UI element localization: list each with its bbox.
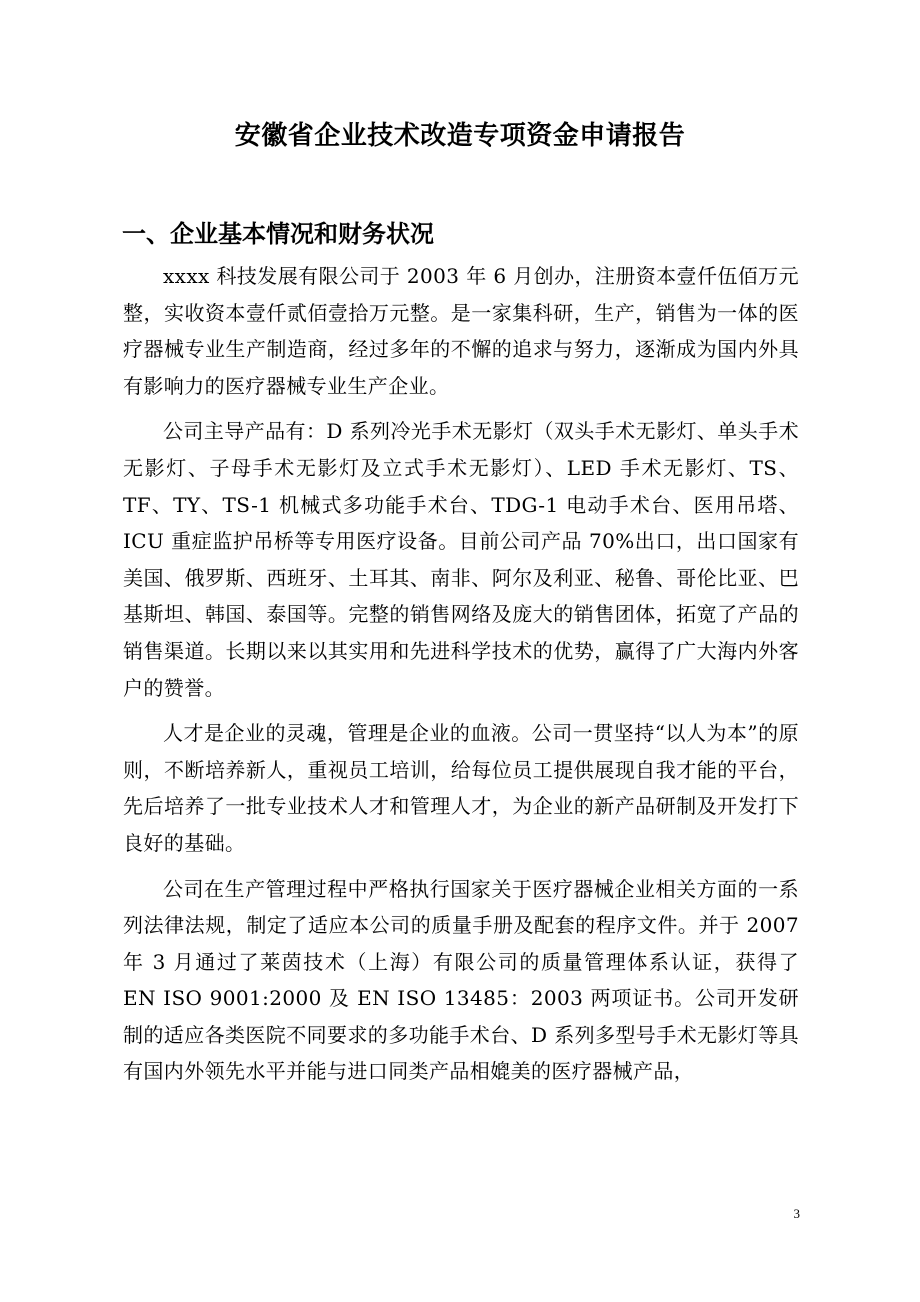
page-number: 3	[793, 1206, 800, 1221]
document-title: 安徽省企业技术改造专项资金申请报告	[234, 121, 686, 151]
section-heading: 一、企业基本情况和财务状况	[122, 220, 434, 248]
paragraph-talent-management: 人才是企业的灵魂，管理是企业的血液。公司一贯坚持“以人为本”的原则，不断培养新人，重视员工培训，给每位员工提供展现自我才能的平台，先后培养了一批专业技术人才和管理人才，为企业的新产品研制及开发打下良好的基础。	[123, 721, 799, 855]
paragraph-company-intro: xxxx 科技发展有限公司于 2003 年 6 月创办，注册资本壹仟伍佰万元整，实收资本壹仟贰佰壹拾万元整。是一家集科研，生产，销售为一体的医疗器械专业生产制造商，经过多年的不懈的追求与努力，逐渐成为国内外具有影响力的医疗器械专业生产企业。	[123, 264, 799, 398]
body-text	[123, 258, 799, 1099]
paragraph-quality-management: 公司在生产管理过程中严格执行国家关于医疗器械企业相关方面的一系列法律法规，制定了适应本公司的质量手册及配套的程序文件。并于 2007 年 3 月通过了莱茵技术（上海）有限公司的质量管理体系认证，获得了 EN ISO 9001:2000 及 EN ISO 13485：2003 两项证书。公司开发研制的适应各类医院不同要求的多功能手术台、D 系列多型号手术无影灯等具有国内外领先水平并能与进口同类产品相媲美的医疗器械产品，	[123, 876, 799, 1084]
paragraph-main-products: 公司主导产品有：D 系列冷光手术无影灯（双头手术无影灯、单头手术无影灯、子母手术无影灯及立式手术无影灯）、LED 手术无影灯、TS、TF、TY、TS-1 机械式多功能手术台、TDG-1 电动手术台、医用吊塔、ICU 重症监护吊桥等专用医疗设备。目前公司产品 70%出口，出口国家有美国、俄罗斯、西班牙、土耳其、南非、阿尔及利亚、秘鲁、哥伦比亚、巴基斯坦、韩国、泰国等。完整的销售网络及庞大的销售团体，拓宽了产品的销售渠道。长期以来以其实用和先进科学技术的优势，赢得了广大海内外客户的赞誉。	[123, 419, 799, 700]
